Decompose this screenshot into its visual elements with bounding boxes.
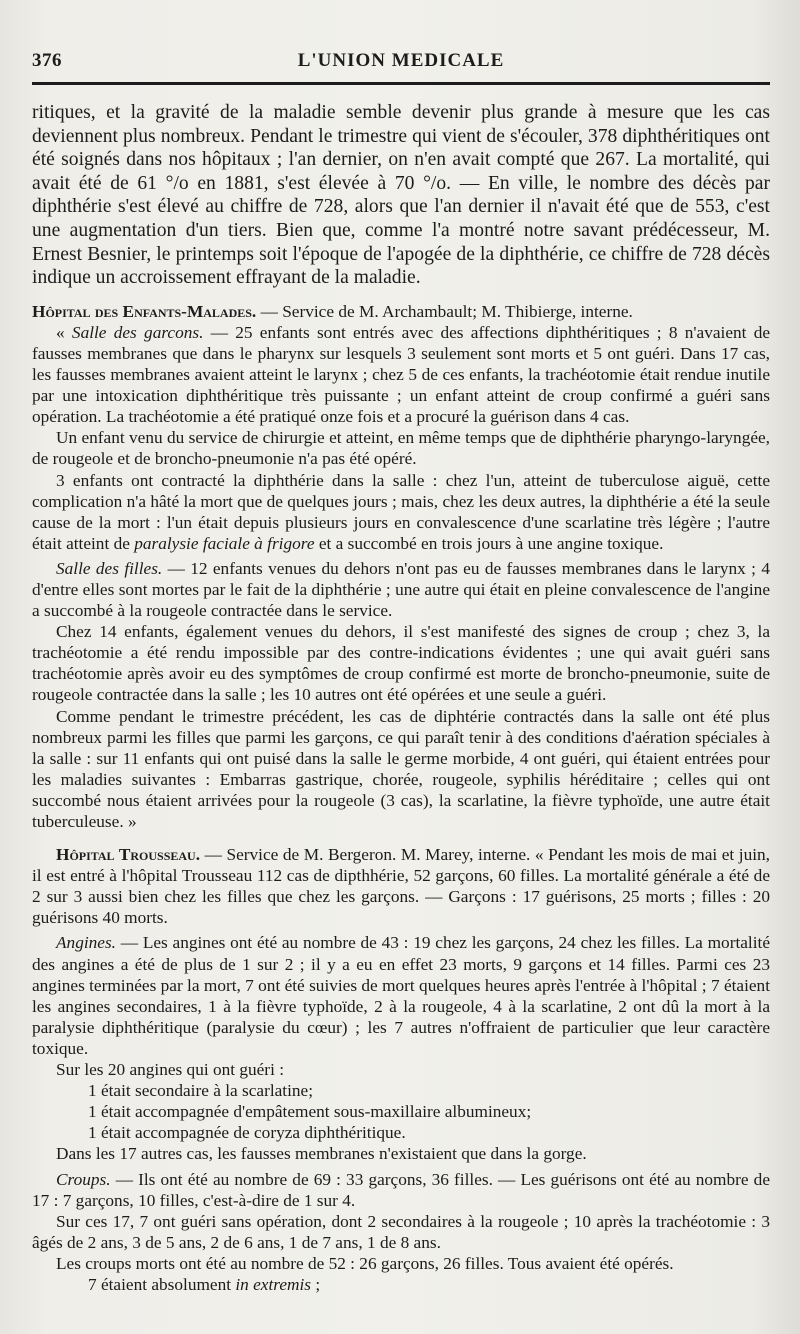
croups-paragraph [32,1169,770,1211]
section-heading-enfants-malades: Hôpital des Enfants-Malades. [32,301,257,321]
page-header [32,46,770,85]
list-item: 1 était accompagnée de coryza diphthéritique. [88,1123,406,1143]
angines-label: Angines. [56,933,116,953]
croup-filles-paragraph: Chez 14 enfants, également venues du dehors, il s'est manifesté des signes de croup ; chez 3, la trachéotomie a été rendu impossible par des contre-indications évidentes ; une qui avait guéri sans trachéotomie après avoir eu des symptômes de croup confirmé est morte de broncho-pneumonie, suite de rougeole contractée dans la salle ; les 10 autres ont été opérées et une seule a guéri. [32,622,770,705]
gorge-paragraph: Dans les 17 autres cas, les fausses membranes n'existaient que dans la gorge. [56,1144,587,1164]
angines-paragraph [32,932,770,1059]
contagion-paragraph [32,470,770,554]
in-extremis-paragraph [32,1274,770,1295]
enfant-chirurgie-paragraph: Un enfant venu du service de chirurgie et atteint, en même temps que de diphthérie pharyngo-laryngée, de rougeole et de broncho-pneumonie n'a pas été opéré. [32,428,770,469]
croups-label: Croups. [56,1169,111,1189]
trousseau-paragraph [32,844,770,928]
salle-filles-text: — 12 enfants venues du dehors n'ont pas eu de fausses membranes dans le larynx ; 4 d'entre elles sont mortes par le fait de la diphthérie ; une autre qui était en pleine convalescence de l'angine a succombé à la rougeole contractée dans le service. [32,558,770,621]
in-extremis-end: ; [311,1274,321,1294]
croups-gueri-paragraph: Sur ces 17, 7 ont guéri sans opération, dont 2 secondaires à la rougeole ; 10 après la trachéotomie : 3 âgés de 2 ans, 3 de 5 ans, 2 de 6 ans, 1 de 7 ans, 1 de 8 ans. [32,1211,770,1252]
salle-garcons-text: — 25 enfants sont entrés avec des affections diphthéritiques ; 8 n'avaient de fausses membranes que dans le pharynx sur lesquels 3 seulement sont morts et 5 ont guéri. Dans 17 cas, les fausses membranes avaient atteint le larynx ; chez 5 de ces enfants, la trachéotomie était rendue inutile par une intoxication diphthéritique très puissante ; un enfant atteint de croup confirmé a guéri sans opération. La trachéotomie a été pratiqué onze fois et a procuré la guérison dans 4 cas. [32,322,771,427]
page-number: 376 [32,50,62,71]
section-heading-trousseau: Hôpital Trousseau. [56,845,201,865]
article-body [32,101,770,1295]
contagion-text-end: et a succombé en trois jours à une angine toxique. [314,533,664,553]
journal-title: L'UNION MEDICALE [297,50,505,71]
list-item: 1 était secondaire à la scarlatine; [88,1081,314,1101]
salle-garcons-paragraph: « Salle des garcons. — 25 enfants sont entrés avec des affections diphthéritiques ; 8 n'avaient de fausses membranes que dans le pharynx sur lesquels 3 seulement sont morts et 5 ont guéri. Dans 17 cas, les fausses membranes avaient atteint le larynx ; chez 5 de ces enfants, la trachéotomie était rendue inutile par une intoxication diphthéritique très puissante ; un enfant atteint de croup confirmé a guéri sans opération. La trachéotomie a été pratiqué onze fois et a procuré la guérison dans 4 cas. [32,322,771,427]
angines-gueri-list [32,1080,770,1143]
angines-text: — Les angines ont été au nombre de 43 : 19 chez les garçons, 24 chez les filles. La mortalité des angines a été de plus de 1 sur 2 ; il y a eu en effet 23 morts, 9 garçons et 14 filles. Parmi ces 23 angines terminées par la mort, 7 ont été suivies de mort quelques heures après l'entrée à l'hôpital ; 7 étaient les angines secondaires, 1 à la fièvre typhoïde, 2 à la rougeole, 4 à la scarlatine, 2 ont dû la mort à la paralysie diphthéritique (paralysie du cœur) ; les 7 autres n'offraient de particulier que leur caractère toxique. [32,933,770,1058]
salle-filles-label: Salle des filles. [56,558,163,578]
list-item: 1 était accompagnée d'empâtement sous-maxillaire albumineux; [88,1102,532,1122]
in-extremis-italic: in extremis [235,1274,312,1294]
salle-garcons-label: Salle des garcons. [71,322,204,342]
angines-gueri-intro: Sur les 20 angines qui ont guéri : [56,1060,284,1080]
enfants-malades-heading-paragraph [32,301,770,322]
comparison-paragraph: Comme pendant le trimestre précédent, les cas de diphtérie contractés dans la salle ont été plus nombreux parmi les filles que parmi les garçons, ce qui paraît tenir à des conditions d'aération spéciales à la salle : sur 11 enfants qui ont puisé dans la salle le germe morbide, 4 ont guéri, qui étaient entrées pour les maladies suivantes : Embarras gastrique, chorée, rougeole, syphilis héréditaire ; celles qui ont succombé nous étaient arrivées pour la rougeole (3 cas), la scarlatine, la fièvre typhoïde, une autre était tuberculeuse. » [32,706,770,831]
croups-text: — Ils ont été au nombre de 69 : 33 garçons, 36 filles. — Les guérisons ont été au nombre de 17 : 7 garçons, 10 filles, c'est-à-dire de 1 sur 4. [32,1169,770,1210]
in-extremis-text: 7 étaient absolument [88,1274,236,1294]
salle-filles-paragraph [32,558,770,621]
croups-morts-paragraph: Les croups morts ont été au nombre de 52 : 26 garçons, 26 filles. Tous avaient été opérés. [56,1253,674,1273]
trousseau-text: — Service de M. Bergeron. M. Marey, interne. « Pendant les mois de mai et juin, il est entré à l'hôpital Trousseau 112 cas de dipthhérie, 52 garçons, 60 filles. La mortalité générale a été de 2 sur 3 aussi bien chez les filles que chez les garçons. — Garçons : 17 guérisons, 25 morts ; filles : 20 guérisons 40 morts. [32,845,770,928]
contagion-italic: paralysie faciale à frigore [134,533,315,553]
enfants-service-text: — Service de M. Archambault; M. Thibierge, interne. [256,301,633,321]
intro-paragraph: ritiques, et la gravité de la maladie semble devenir plus grande à mesure que les cas deviennent plus nombreux. Pendant le trimestre qui vient de s'écouler, 378 diphthéritiques ont été soignés dans nos hôpitaux ; l'an dernier, on n'en avait compté que 267. La mortalité, qui avait été de 61 °/o en 1881, s'est élevée à 70 °/o. — En ville, le nombre des décès par diphthérie s'est élevé au chiffre de 728, alors que l'an dernier il n'avait été que de 553, c'est une augmentation d'un tiers. Bien que, comme l'a montré notre savant prédécesseur, M. Ernest Besnier, le printemps soit l'époque de l'apogée de la diphthérie, ce chiffre de 728 décès indique un accroissement effrayant de la maladie. [32,102,770,289]
contagion-text: 3 enfants ont contracté la diphthérie dans la salle : chez l'un, atteint de tuberculose aiguë, cette complication n'a hâté la mort que de quelques jours ; mais, chez les deux autres, la diphthérie a été la seule cause de la mort : l'un était depuis plusieurs jours en convalescence d'une scarlatine très légère ; l'autre était atteint de [32,470,770,553]
